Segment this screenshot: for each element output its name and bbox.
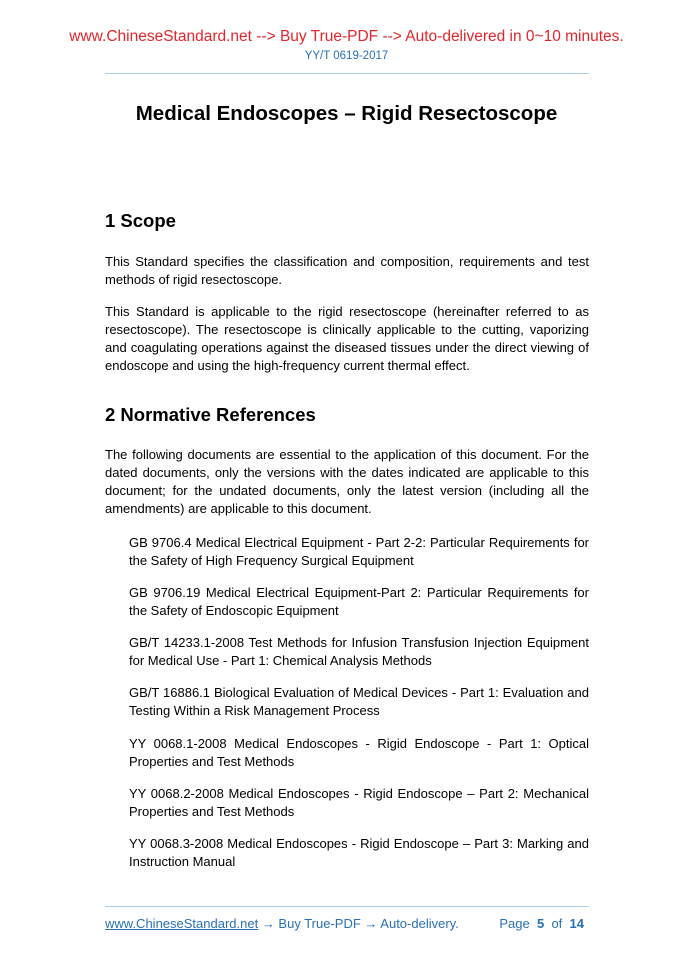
document-title: Medical Endoscopes – Rigid Resectoscope bbox=[135, 102, 558, 125]
footer-promo-text: → Buy True-PDF → Auto-delivery. bbox=[258, 916, 459, 931]
document-id: YY/T 0619-2017 bbox=[304, 50, 389, 62]
of-label: of bbox=[551, 916, 563, 931]
promo-banner: www.ChineseStandard.net --> Buy True-PDF --> Auto-delivered in 0~10 minutes. bbox=[69, 28, 624, 45]
reference-item: GB/T 16886.1 Biological Evaluation of Medical Devices - Part 1: Evaluation and Testing Within a Risk Management Process bbox=[129, 685, 589, 718]
reference-item: GB/T 14233.1-2008 Test Methods for Infusion Transfusion Injection Equipment for Medical Use - Part 1: Chemical Analysis Methods bbox=[129, 635, 589, 668]
paragraph: The following documents are essential to the application of this document. For the dated documents, only the versions with the dates indicated are applicable to this document; for the undated documents, only the latest version (including all the amendments) are applicable to this document. bbox=[105, 447, 589, 516]
page-label: Page bbox=[499, 916, 530, 931]
total-pages: 14 bbox=[569, 916, 584, 931]
reference-item: YY 0068.3-2008 Medical Endoscopes - Rigid Endoscope – Part 3: Marking and Instruction Manual bbox=[129, 836, 589, 869]
paragraph: This Standard specifies the classification and composition, requirements and test methods of rigid resectoscope. bbox=[105, 254, 589, 287]
reference-item: YY 0068.1-2008 Medical Endoscopes - Rigid Endoscope - Part 1: Optical Properties and Test Methods bbox=[129, 736, 589, 769]
reference-item: YY 0068.2-2008 Medical Endoscopes - Rigid Endoscope – Part 2: Mechanical Properties and Test Methods bbox=[129, 786, 589, 819]
section-heading-normative-references: 2 Normative References bbox=[105, 404, 316, 425]
header-divider bbox=[105, 73, 589, 74]
reference-item: GB 9706.19 Medical Electrical Equipment-Part 2: Particular Requirements for the Safety of Endoscopic Equipment bbox=[129, 585, 589, 618]
paragraph: This Standard is applicable to the rigid resectoscope (hereinafter referred to as resectoscope). The resectoscope is clinically applicable to the cutting, vaporizing and coagulating operations against the diseased tissues under the direct viewing of endoscope and using the high-frequency current thermal effect. bbox=[105, 304, 589, 373]
footer-link[interactable]: www.ChineseStandard.net bbox=[105, 916, 259, 931]
page-footer bbox=[105, 916, 589, 931]
section-heading-scope: 1 Scope bbox=[105, 210, 176, 231]
footer-divider bbox=[105, 906, 589, 907]
current-page: 5 bbox=[536, 916, 545, 931]
footer-promo bbox=[105, 916, 459, 931]
page-indicator bbox=[499, 916, 589, 931]
reference-item: GB 9706.4 Medical Electrical Equipment - Part 2-2: Particular Requirements for the Safety of High Frequency Surgical Equipment bbox=[129, 535, 589, 568]
